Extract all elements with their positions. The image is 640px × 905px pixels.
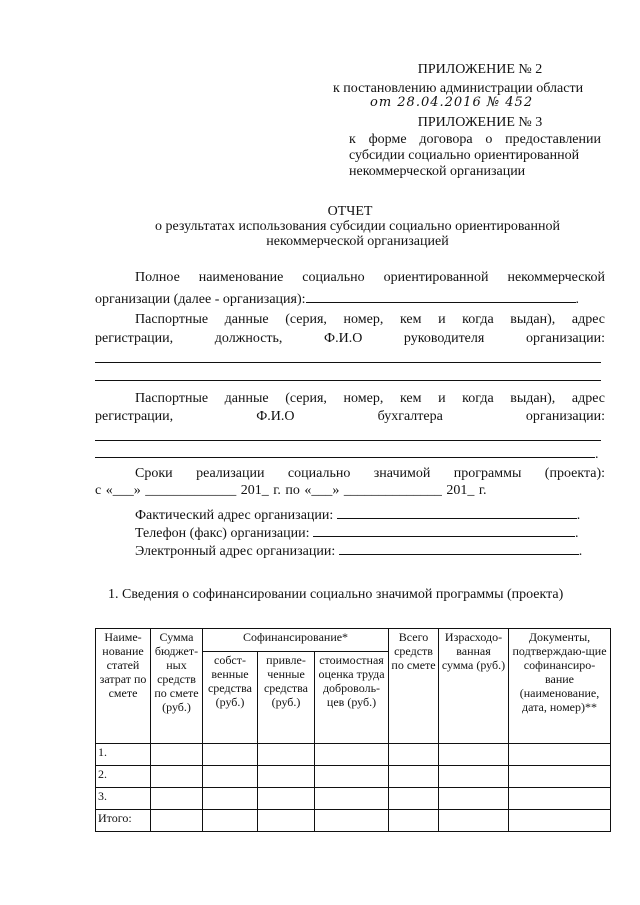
table-cell[interactable] (151, 744, 203, 766)
passport-acc-label-2: регистрации, Ф.И.О бухгалтера организации: (95, 409, 605, 424)
fullname-label-1: Полное наименование социально ориентированной некоммерческой (135, 270, 605, 285)
table-cell[interactable] (258, 744, 315, 766)
col-header-volunteer: стоимостная оценка труда доброволь-цев (руб.) (315, 652, 389, 744)
table-cell[interactable] (389, 788, 439, 810)
report-subtitle-2: некоммерческой организацией (266, 234, 449, 249)
table-cell[interactable] (439, 788, 509, 810)
table-cell[interactable] (439, 744, 509, 766)
table-cell[interactable] (389, 766, 439, 788)
report-subtitle-1: о результатах использования субсидии социально ориентированной (155, 219, 560, 234)
fullname-row (95, 288, 610, 308)
table-cell[interactable] (315, 766, 389, 788)
fullname-label-2: организации (далее - организация): (95, 292, 306, 307)
actual-address-label: Фактический адрес организации: (135, 508, 334, 523)
table-cell[interactable] (258, 766, 315, 788)
row-label: 1. (96, 744, 151, 766)
form-line-2: субсидии социально ориентированной (349, 148, 580, 163)
table-cell[interactable] (509, 744, 611, 766)
table-cell[interactable] (203, 766, 258, 788)
phone-row (135, 524, 605, 542)
table-cell[interactable] (151, 810, 203, 832)
table-cell[interactable] (258, 810, 315, 832)
cofinancing-table (95, 628, 611, 832)
table-cell[interactable] (439, 810, 509, 832)
passport-acc-label-1: Паспортные данные (серия, номер, кем и когда выдан), адрес (135, 391, 605, 406)
table-row (96, 788, 611, 810)
table-row (96, 744, 611, 766)
col-header-name: Наиме-нование статей затрат по смете (96, 629, 151, 744)
table-cell[interactable] (389, 810, 439, 832)
table-cell[interactable] (509, 766, 611, 788)
table-cell[interactable] (315, 810, 389, 832)
passport-head-label-1: Паспортные данные (серия, номер, кем и когда выдан), адрес (135, 312, 605, 327)
form-line-1: к форме договора о предоставлении (349, 132, 601, 147)
table-cell[interactable] (203, 744, 258, 766)
email-period: . (578, 544, 583, 559)
phone-input[interactable] (313, 524, 575, 537)
appendix-2-label: ПРИЛОЖЕНИЕ № 2 (417, 62, 543, 77)
table-cell[interactable] (151, 766, 203, 788)
col-header-total: Всего средств по смете (389, 629, 439, 744)
passport-acc-row-2 (95, 447, 601, 463)
section-1-title: 1. Сведения о софинансировании социально значимой программы (проекта) (108, 587, 564, 602)
table-cell[interactable] (203, 810, 258, 832)
passport-head-input-2[interactable] (95, 370, 601, 381)
table-row (96, 766, 611, 788)
table-cell[interactable] (203, 788, 258, 810)
actual-address-input[interactable] (337, 506, 577, 519)
report-title: ОТЧЕТ (327, 204, 373, 219)
col-header-spent: Израсходо-ванная сумма (руб.) (439, 629, 509, 744)
table-cell[interactable] (151, 788, 203, 810)
table-cell[interactable] (389, 744, 439, 766)
table-cell[interactable] (509, 788, 611, 810)
passport-acc-input-2[interactable] (95, 447, 595, 458)
col-header-budget: Сумма бюджет-ных средств по смете (руб.) (151, 629, 203, 744)
table-cell[interactable] (509, 810, 611, 832)
passport-head-label-2: регистрации, должность, Ф.И.О руководителя организации: (95, 331, 605, 346)
col-header-own: собст-венные средства (руб.) (203, 652, 258, 744)
col-header-documents: Документы, подтверждаю-щие софинансиро-вание (наименование, дата, номер)** (509, 629, 611, 744)
terms-label: Сроки реализации социально значимой программы (проекта): (135, 466, 605, 481)
fullname-input[interactable] (306, 288, 576, 303)
passport-head-input-1[interactable] (95, 352, 601, 363)
phone-label: Телефон (факс) организации: (135, 526, 310, 541)
table-cell[interactable] (439, 766, 509, 788)
fullname-period: . (575, 292, 580, 307)
table-cell[interactable] (258, 788, 315, 810)
col-header-attracted: привле-ченные средства (руб.) (258, 652, 315, 744)
col-header-cofinancing: Софинансирование* (203, 629, 389, 652)
email-input[interactable] (339, 542, 579, 555)
form-line-3: некоммерческой организации (349, 164, 526, 179)
resolution-line: к постановлению администрации области (333, 81, 584, 96)
actual-address-period: . (576, 508, 581, 523)
handwritten-date: от 28.04.2016 № 452 (370, 95, 534, 110)
email-label: Электронный адрес организации: (135, 544, 336, 559)
appendix-3-label: ПРИЛОЖЕНИЕ № 3 (417, 115, 543, 130)
table-cell[interactable] (315, 788, 389, 810)
actual-address-row (135, 506, 605, 524)
passport-acc-period: . (595, 447, 599, 462)
email-row (135, 542, 605, 560)
row-label: 2. (96, 766, 151, 788)
phone-period: . (575, 526, 579, 541)
table-row (96, 810, 611, 832)
terms-dates[interactable]: с «___» _____________ 201_ г. по «___» ______________ 201_ г. (95, 483, 487, 498)
passport-acc-input-1[interactable] (95, 430, 601, 441)
table-cell[interactable] (315, 744, 389, 766)
row-label: Итого: (96, 810, 151, 832)
row-label: 3. (96, 788, 151, 810)
